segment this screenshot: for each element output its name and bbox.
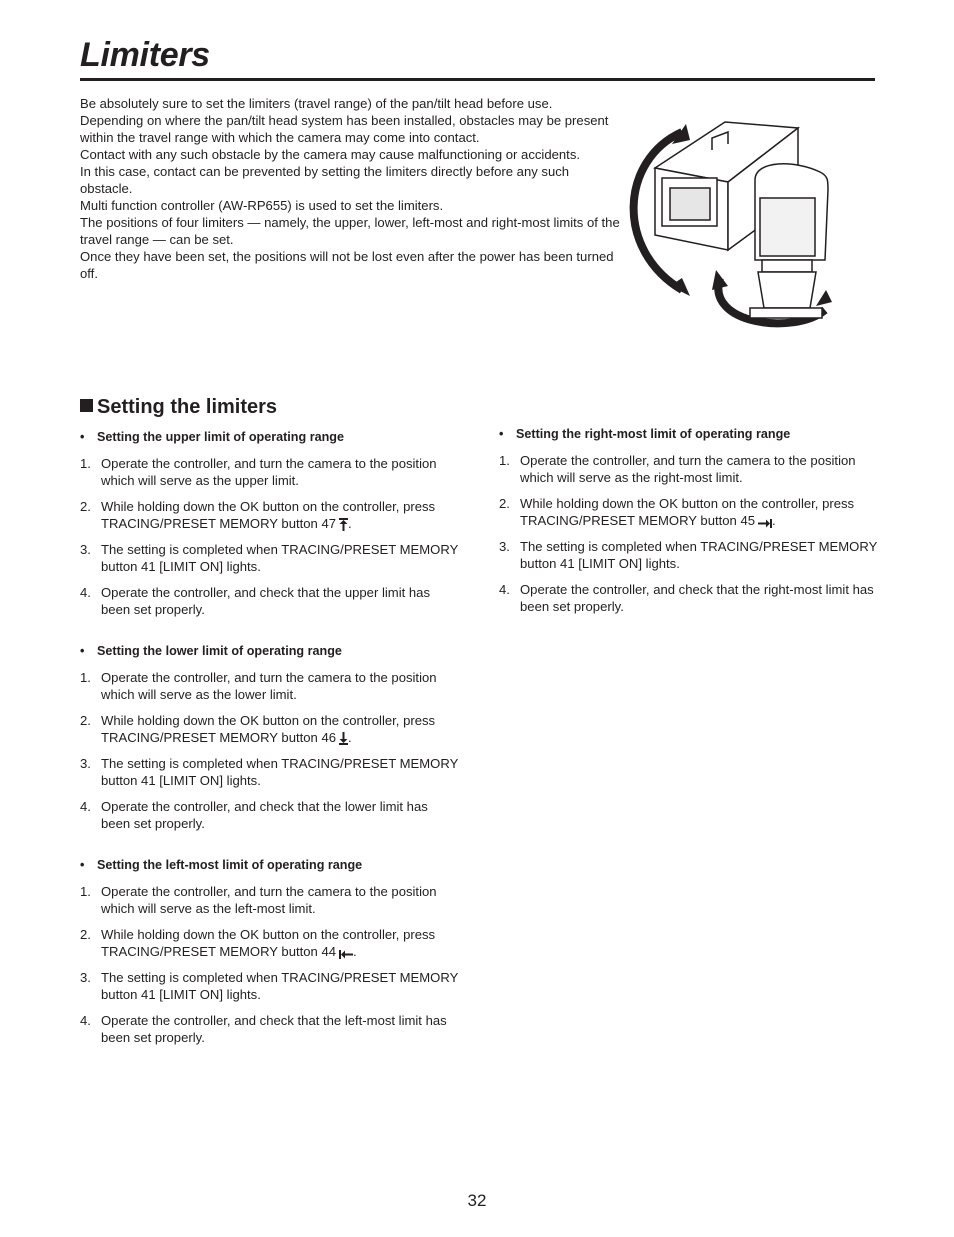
step-number: 2. xyxy=(80,713,91,728)
step-item xyxy=(499,538,879,572)
step-text: While holding down the OK button on the controller, press TRACING/PRESET MEMORY button 47 xyxy=(101,499,436,531)
step-list xyxy=(499,452,879,615)
page-number: 32 xyxy=(467,1191,487,1210)
step-number: 2. xyxy=(80,499,91,514)
step-text: Operate the controller, and check that the lower limit has been set properly. xyxy=(101,799,428,831)
procedure-right-most-limit xyxy=(499,426,879,615)
step-item xyxy=(499,581,879,615)
step-number: 4. xyxy=(80,585,91,600)
step-text: The setting is completed when TRACING/PRESET MEMORY button 41 [LIMIT ON] lights. xyxy=(101,970,459,1002)
step-text: The setting is completed when TRACING/PRESET MEMORY button 41 [LIMIT ON] lights. xyxy=(101,542,459,574)
step-item xyxy=(80,541,460,575)
procedures-right-column xyxy=(499,426,879,640)
step-number: 3. xyxy=(80,756,91,771)
step-item xyxy=(80,755,460,789)
step-item xyxy=(80,969,460,1003)
step-list xyxy=(80,883,460,1046)
procedure-heading xyxy=(499,426,879,443)
bullet-icon: • xyxy=(80,430,85,444)
page-title: Limiters xyxy=(80,36,210,74)
step-number: 1. xyxy=(80,884,91,899)
intro-paragraph: The positions of four limiters — namely, the upper, lower, left-most and right-most limits of the travel range — can be set. xyxy=(80,215,620,247)
step-text: Operate the controller, and turn the camera to the position which will serve as the right-most limit. xyxy=(520,453,856,485)
bullet-icon: • xyxy=(499,427,504,441)
step-text: Operate the controller, and check that the upper limit has been set properly. xyxy=(101,585,430,617)
procedure-heading-text: Setting the right-most limit of operating range xyxy=(516,427,791,441)
bullet-icon: • xyxy=(80,858,85,872)
intro-paragraph: Multi function controller (AW-RP655) is used to set the limiters. xyxy=(80,198,444,213)
step-text: While holding down the OK button on the controller, press TRACING/PRESET MEMORY button 44 xyxy=(101,927,436,959)
step-text: Operate the controller, and turn the camera to the position which will serve as the lower limit. xyxy=(101,670,437,702)
step-suffix: . xyxy=(353,944,357,959)
step-item xyxy=(80,669,460,703)
step-text: While holding down the OK button on the controller, press TRACING/PRESET MEMORY button 45 xyxy=(520,496,855,528)
step-suffix: . xyxy=(772,513,776,528)
procedure-upper-limit xyxy=(80,429,460,618)
step-number: 1. xyxy=(80,670,91,685)
procedure-heading-text: Setting the upper limit of operating range xyxy=(97,430,344,444)
step-number: 4. xyxy=(80,1013,91,1028)
procedure-lower-limit xyxy=(80,643,460,832)
procedure-heading-text: Setting the left-most limit of operating range xyxy=(97,858,363,872)
step-text: The setting is completed when TRACING/PRESET MEMORY button 41 [LIMIT ON] lights. xyxy=(101,756,459,788)
step-text: The setting is completed when TRACING/PRESET MEMORY button 41 [LIMIT ON] lights. xyxy=(520,539,878,571)
step-number: 3. xyxy=(499,539,510,554)
procedures-left-column xyxy=(80,429,460,1071)
procedure-heading-text: Setting the lower limit of operating range xyxy=(97,644,342,658)
bullet-icon: • xyxy=(80,644,85,658)
step-text: Operate the controller, and check that the right-most limit has been set properly. xyxy=(520,582,874,614)
intro-paragraph: Once they have been set, the positions will not be lost even after the power has been turned off. xyxy=(80,249,614,281)
pan-arrowhead-right xyxy=(816,290,832,306)
step-item xyxy=(499,452,879,486)
step-list xyxy=(80,455,460,618)
intro-paragraph: Depending on where the pan/tilt head system has been installed, obstacles may be present within the travel range with which the camera may come into contact. xyxy=(80,113,609,145)
intro-text xyxy=(80,95,620,282)
step-number: 1. xyxy=(499,453,510,468)
procedure-left-most-limit xyxy=(80,857,460,1046)
arrow-up-to-bar-icon xyxy=(339,518,348,531)
arrow-left-to-bar-icon xyxy=(339,950,353,959)
step-number: 3. xyxy=(80,542,91,557)
step-item xyxy=(499,495,879,529)
step-item xyxy=(80,712,460,746)
title-rule xyxy=(80,78,875,81)
intro-paragraph: In this case, contact can be prevented by setting the limiters directly before any such obstacle. xyxy=(80,164,570,196)
step-item xyxy=(80,455,460,489)
step-suffix: . xyxy=(348,516,352,531)
intro-paragraph: Contact with any such obstacle by the camera may cause malfunctioning or accidents. xyxy=(80,147,580,162)
pan-arrowhead-left xyxy=(712,270,728,290)
step-text: Operate the controller, and turn the camera to the position which will serve as the upper limit. xyxy=(101,456,437,488)
step-list xyxy=(80,669,460,832)
step-number: 1. xyxy=(80,456,91,471)
step-item xyxy=(80,498,460,532)
procedure-heading xyxy=(80,643,460,660)
step-text: While holding down the OK button on the controller, press TRACING/PRESET MEMORY button 46 xyxy=(101,713,436,745)
step-item xyxy=(80,584,460,618)
arrow-right-to-bar-icon xyxy=(758,519,772,528)
pan-tilt-head-illustration xyxy=(620,110,840,345)
section-heading xyxy=(80,396,277,419)
step-suffix: . xyxy=(348,730,352,745)
pan-base xyxy=(750,260,822,318)
step-item xyxy=(80,1012,460,1046)
step-number: 4. xyxy=(499,582,510,597)
procedure-heading xyxy=(80,857,460,874)
step-number: 3. xyxy=(80,970,91,985)
procedure-heading xyxy=(80,429,460,446)
step-item xyxy=(80,926,460,960)
step-item xyxy=(80,883,460,917)
section-heading-text: Setting the limiters xyxy=(97,396,278,418)
step-number: 2. xyxy=(499,496,510,511)
step-number: 4. xyxy=(80,799,91,814)
pan-tilt-side-unit xyxy=(755,164,828,260)
step-text: Operate the controller, and turn the camera to the position which will serve as the left-most limit. xyxy=(101,884,437,916)
step-item xyxy=(80,798,460,832)
step-number: 2. xyxy=(80,927,91,942)
arrow-down-to-bar-icon xyxy=(339,732,348,745)
step-text: Operate the controller, and check that the left-most limit has been set properly. xyxy=(101,1013,447,1045)
intro-paragraph: Be absolutely sure to set the limiters (travel range) of the pan/tilt head before use. xyxy=(80,96,553,111)
heading-square-icon xyxy=(80,399,93,412)
